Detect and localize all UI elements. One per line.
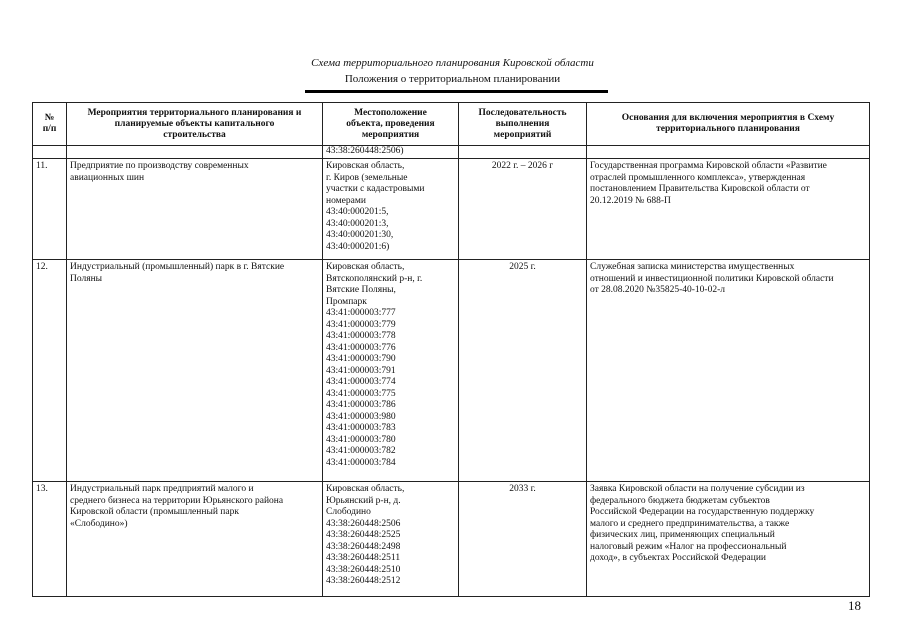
table-row-continuation: [33, 146, 870, 159]
column-header-sequence: Последовательность выполнения мероприятий: [459, 103, 587, 146]
table-cell-activity: Предприятие по производству современных авиационных шин: [67, 159, 323, 260]
table-cell-activity: Индустриальный (промышленный) парк в г. Вятские Поляны: [67, 260, 323, 482]
table-header-row: [33, 103, 870, 146]
table-cell-location: Кировская область, Юрьянский р-н, д. Слободино 43:38:260448:2506 43:38:260448:2525 43:38:260448:2498 43:38:260448:2511 43:38:260448:2510 43:38:260448:2512: [323, 482, 459, 597]
table-cell-activity: Индустриальный парк предприятий малого и среднего бизнеса на территории Юрьянского района Кировской области (промышленный парк «Слободино»): [67, 482, 323, 597]
table-cell: [459, 146, 587, 159]
table-cell-basis: Служебная записка министерства имущественных отношений и инвестиционной политики Кировской области от 28.08.2020 №35825-40-10-02-л: [587, 260, 870, 482]
page-number: 18: [848, 598, 861, 613]
table-row: [33, 260, 870, 482]
table-cell-location: 43:38:260448:2506): [323, 146, 459, 159]
document-title: Схема территориального планирования Кировской области: [311, 57, 594, 69]
planning-table: [32, 102, 870, 597]
table-cell-sequence: 2033 г.: [459, 482, 587, 597]
column-header-number: № п/п: [33, 103, 67, 146]
table-cell-location: Кировская область, Вятскополянский р-н, г. Вятские Поляны, Промпарк 43:41:000003:777 43:41:000003:779 43:41:000003:778 43:41:000003:776 43:41:000003:790 43:41:000003:791 43:41:000003:774 43:41:000003:775 43:41:000003:786 43:41:000003:980 43:41:000003:783 43:41:000003:780 43:41:000003:782 43:41:000003:784: [323, 260, 459, 482]
table-cell: [67, 146, 323, 159]
table-cell-number: 11.: [33, 159, 67, 260]
table-cell-sequence: 2022 г. – 2026 г: [459, 159, 587, 260]
table-cell-number: 13.: [33, 482, 67, 597]
table-cell-number: 12.: [33, 260, 67, 482]
table-cell-basis: Заявка Кировской области на получение субсидии из федерального бюджета бюджетам субъектов Российской Федерации на государственную поддержку малого и среднего предпринимательства, а также физических лиц, применяющих специальный налоговый режим «Налог на профессиональный доход», в субъектах Российской Федерации: [587, 482, 870, 597]
document-subtitle: Положения о территориальном планировании: [344, 73, 561, 85]
table-cell-sequence: 2025 г.: [459, 260, 587, 482]
table-cell: [587, 146, 870, 159]
column-header-location: Местоположение объекта, проведения мероприятия: [323, 103, 459, 146]
column-header-basis: Основания для включения мероприятия в Схему территориального планирования: [587, 103, 870, 146]
table-cell-basis: Государственная программа Кировской области «Развитие отраслей промышленного комплекса», утвержденная постановлением Правительства Кировской области от 20.12.2019 № 688-П: [587, 159, 870, 260]
table-cell: [33, 146, 67, 159]
table-row: [33, 159, 870, 260]
table-row: [33, 482, 870, 597]
table-cell-location: Кировская область, г. Киров (земельные участки с кадастровыми номерами 43:40:000201:5, 43:40:000201:3, 43:40:000201:30, 43:40:000201:6): [323, 159, 459, 260]
header-rule: [305, 90, 608, 93]
column-header-activity: Мероприятия территориального планирования и планируемые объекты капитального строительства: [67, 103, 323, 146]
